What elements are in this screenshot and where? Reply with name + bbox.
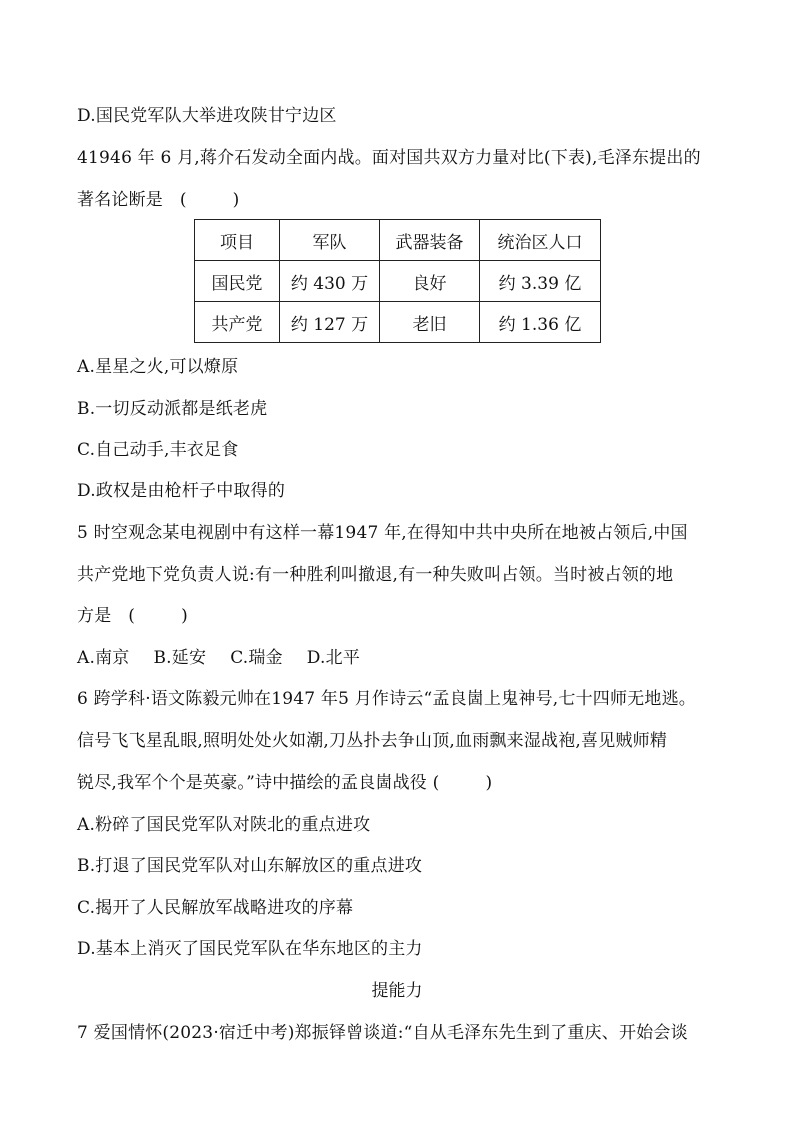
q5-stem-text: 方是 [77,606,112,626]
q4-stem-text: 著名论断是 [77,190,163,210]
q4-option-a[interactable]: A.星星之火,可以燎原 [77,357,239,377]
answer-paren-close: ) [181,606,188,626]
q5-options [77,646,384,670]
table-cell: 约 127 万 [280,302,380,343]
q6-option-d[interactable]: D.基本上消灭了国民党军队在华东地区的主力 [77,939,423,959]
table-cell: 约 3.39 亿 [480,261,601,302]
answer-paren-open: ( [432,773,440,793]
q6-option-b[interactable]: B.打退了国民党军队对山东解放区的重点进攻 [77,856,423,876]
table-cell: 共产党 [195,302,280,343]
q3-option-d: D.国民党军队大举进攻陕甘宁边区 [77,106,337,126]
q6-option-c[interactable]: C.揭开了人民解放军战略进攻的序幕 [77,898,354,918]
table-header-cell: 项目 [195,220,280,261]
q7-stem-line1: 7 爱国情怀(2023·宿迁中考)郑振铎曾谈道:“自从毛泽东先生到了重庆、开始会谈 [77,1023,688,1043]
force-comparison-table [194,219,601,343]
q4-stem-line1: 41946 年 6 月,蒋介石发动全面内战。面对国共双方力量对比(下表),毛泽东提出的 [77,148,701,168]
q4-stem-line2 [77,188,240,212]
answer-paren-close: ) [232,190,240,210]
q6-option-a[interactable]: A.粉碎了国民党军队对陕北的重点进攻 [77,815,371,835]
q6-stem-line3 [77,771,492,795]
q4-option-c[interactable]: C.自己动手,丰衣足食 [77,440,239,460]
q6-stem-line2: 信号飞飞星乱眼,照明处处火如潮,刀丛扑去争山顶,血雨飘来湿战袍,喜见贼师精 [77,731,668,751]
table-header-row [195,220,601,261]
table-row [195,302,601,343]
q4-option-d[interactable]: D.政权是由枪杆子中取得的 [77,481,286,501]
table-cell: 约 1.36 亿 [480,302,601,343]
table-cell: 老旧 [380,302,480,343]
q5-option-c[interactable]: C.瑞金 [230,648,283,668]
table-row [195,261,601,302]
table-cell: 良好 [380,261,480,302]
answer-paren-close: ) [485,773,493,793]
table-header-cell: 统治区人口 [480,220,601,261]
q4-option-b[interactable]: B.一切反动派都是纸老虎 [77,399,268,419]
table-cell: 国民党 [195,261,280,302]
q6-stem-line1: 6 跨学科·语文陈毅元帅在1947 年5 月作诗云“孟良崮上鬼神号,七十四师无地逃。 [77,689,697,709]
q5-stem-line3 [77,604,188,628]
q5-option-b[interactable]: B.延安 [153,648,207,668]
q5-stem-line2: 共产党地下党负责人说:有一种胜利叫撤退,有一种失败叫占领。当时被占领的地 [77,565,674,585]
q6-stem-text: 锐尽,我军个个是英豪。”诗中描绘的孟良崮战役 [77,773,427,793]
table-header-cell: 武器装备 [380,220,480,261]
answer-paren-open: ( [128,606,136,626]
section-heading: 提能力 [371,981,423,1001]
q5-option-a[interactable]: A.南京 [77,648,130,668]
table-cell: 约 430 万 [280,261,380,302]
q5-option-d[interactable]: D.北平 [306,648,361,668]
q5-stem-line1: 5 时空观念某电视剧中有这样一幕1947 年,在得知中共中央所在地被占领后,中国 [77,523,688,543]
answer-paren-open: ( [179,190,187,210]
table-header-cell: 军队 [280,220,380,261]
